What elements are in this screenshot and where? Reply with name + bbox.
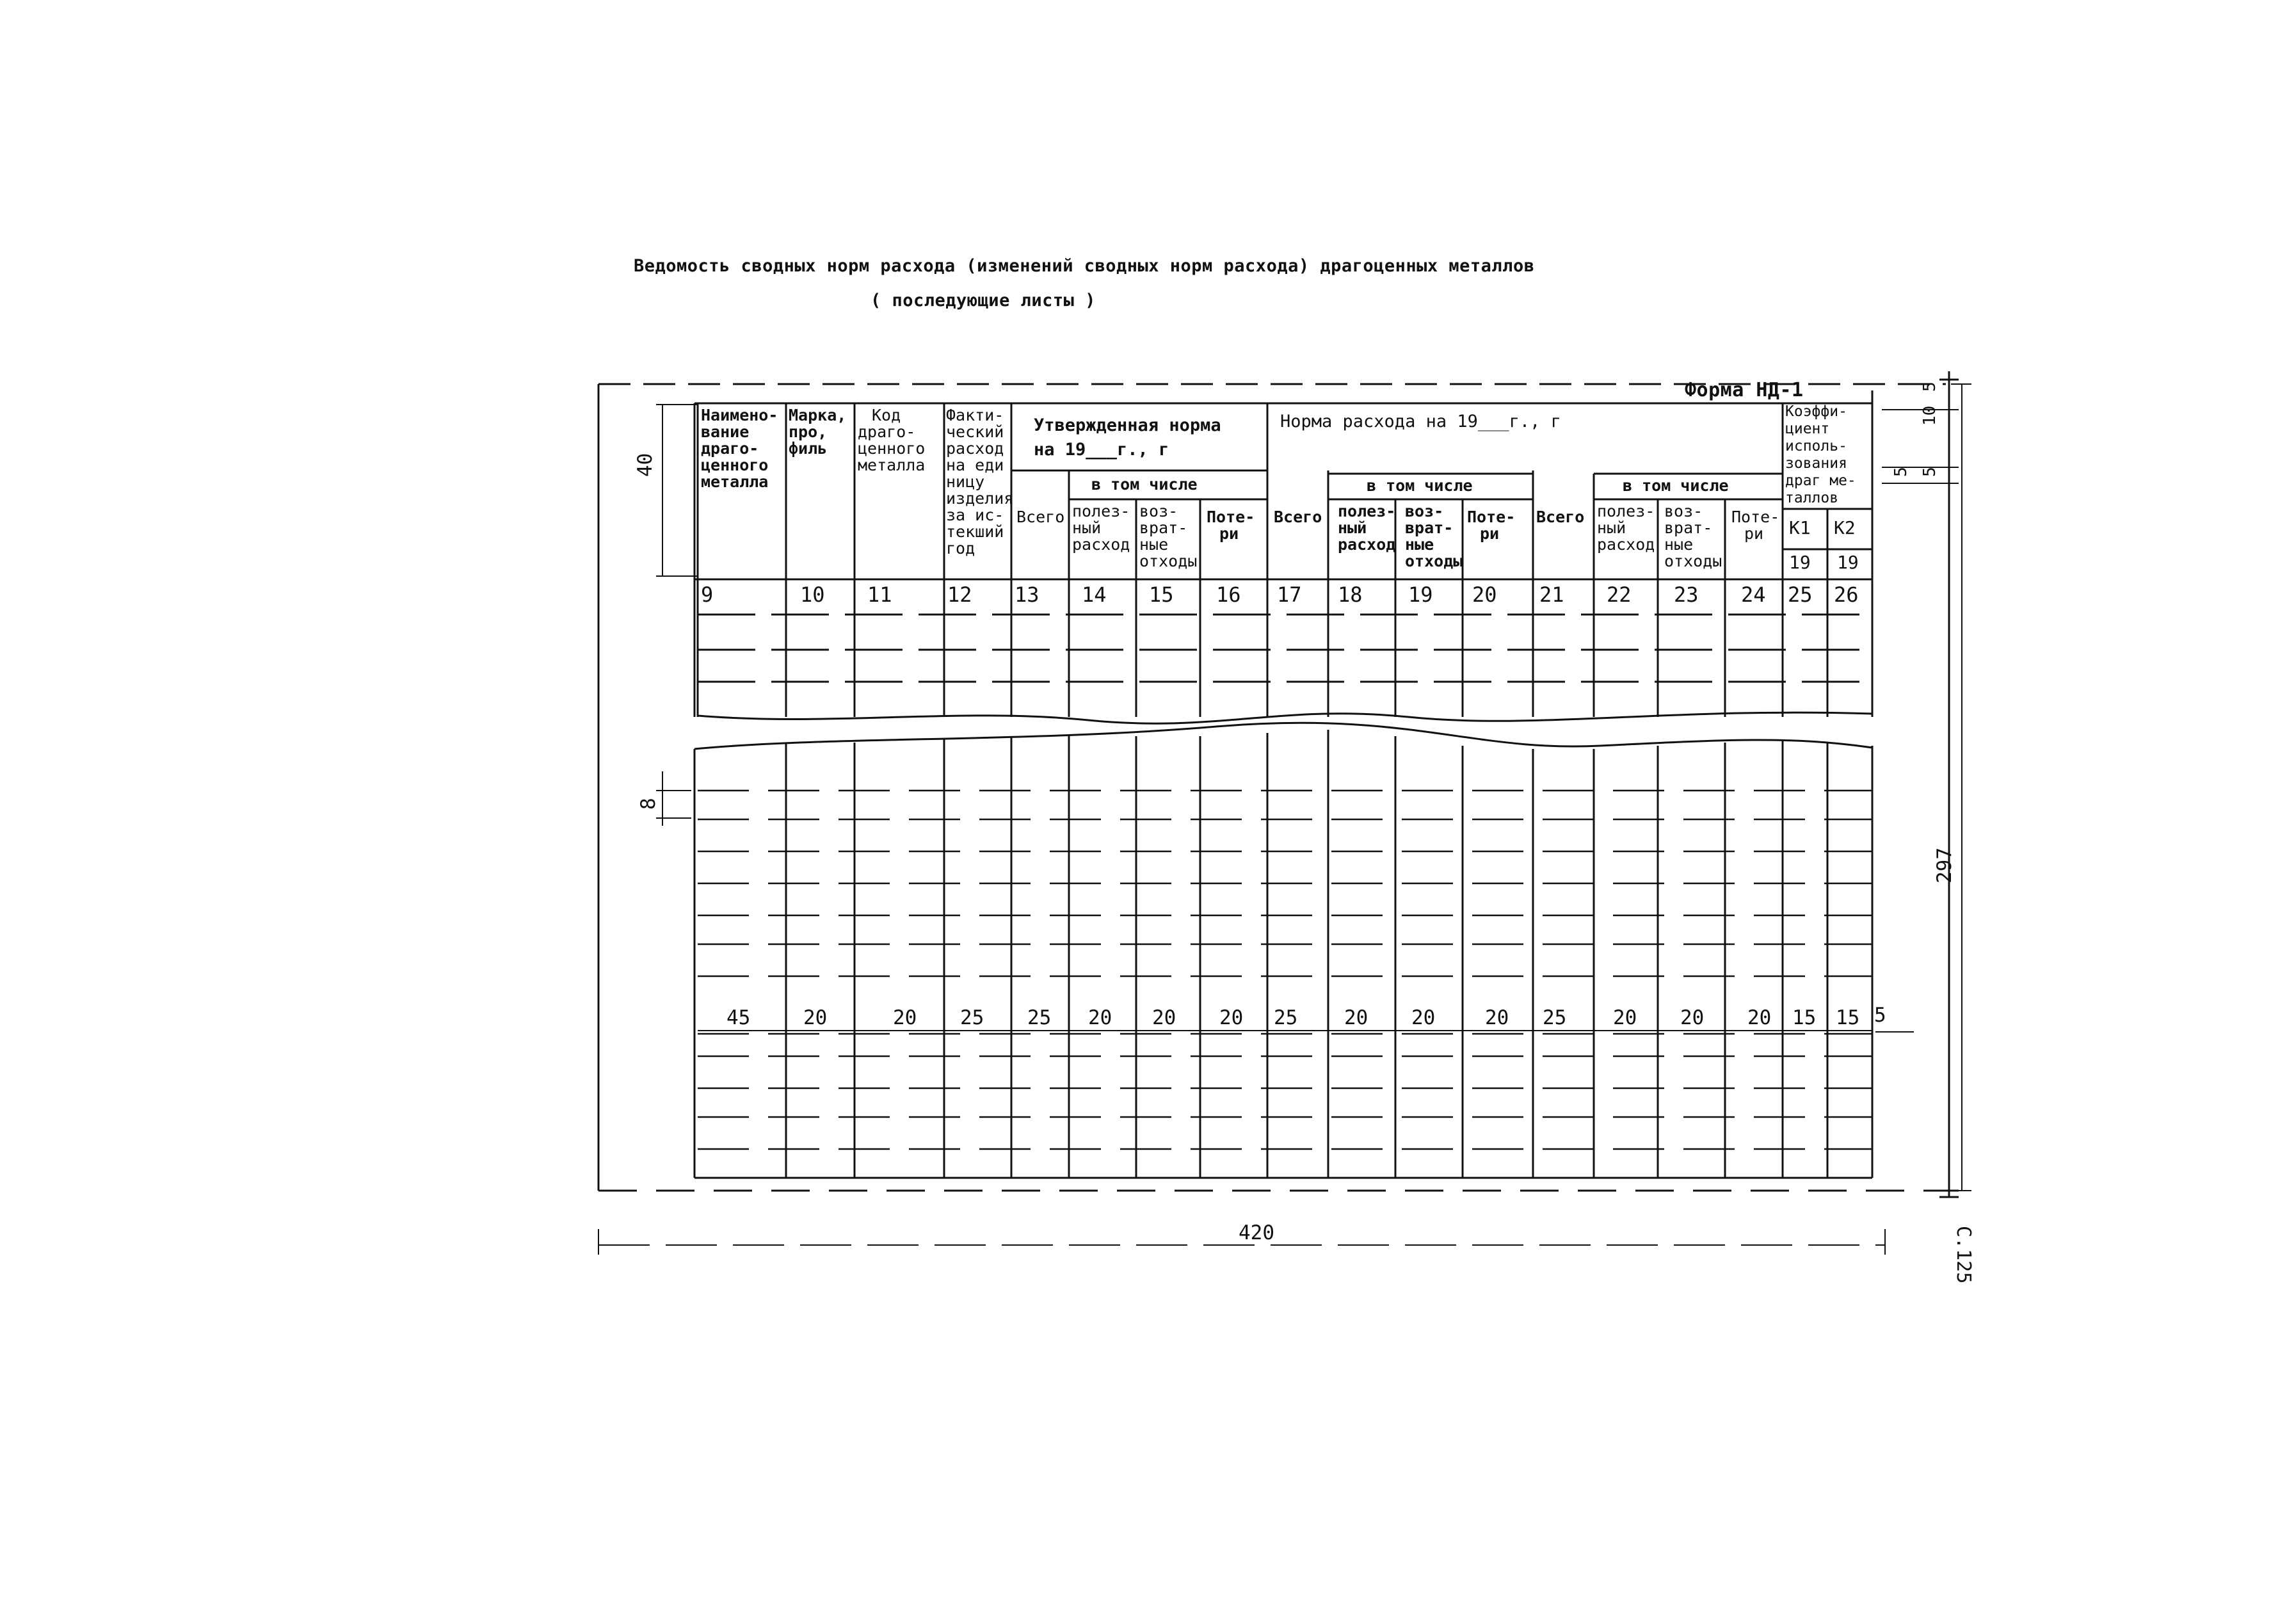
column-width: 20: [1152, 1006, 1176, 1029]
dim-row-height: 8: [637, 798, 660, 810]
dim-header-height: 40: [634, 453, 657, 477]
column-number: 9: [701, 583, 714, 607]
column-number: 26: [1834, 583, 1859, 607]
column-width: 20: [1411, 1006, 1436, 1029]
dim-sheet-width: 420: [1239, 1221, 1274, 1244]
header-useful-14: полез- ный расход: [1072, 502, 1130, 554]
document-title: Ведомость сводных норм расхода (изменений сводных норм расхода) драгоценных металлов: [634, 256, 1535, 276]
header-losses-20: Поте- ри: [1467, 508, 1516, 543]
header-grade-profile: Марка, про, филь: [789, 406, 847, 458]
dim-top-margin-5b: 5: [1891, 467, 1911, 477]
header-k2-year: 19: [1837, 552, 1859, 573]
header-useful-18: полез- ный расход: [1338, 502, 1396, 554]
header-coefficient: Коэффи- циент исполь- зования драг ме- таллов: [1785, 403, 1856, 506]
header-total-13: Всего: [1016, 508, 1065, 526]
column-number: 23: [1674, 583, 1699, 607]
header-returnable-19: воз- врат- ные отходы: [1405, 502, 1463, 570]
document-subtitle: ( последующие листы ): [871, 291, 1096, 310]
column-number: 18: [1338, 583, 1363, 607]
column-width: 20: [893, 1006, 917, 1029]
header-losses-16: Поте- ри: [1207, 508, 1255, 543]
dim-sheet-height: 297: [1933, 848, 1956, 883]
column-number: 16: [1216, 583, 1241, 607]
column-width: 25: [1274, 1006, 1298, 1029]
header-including-2: в том числе: [1367, 476, 1473, 495]
column-width: 20: [1485, 1006, 1509, 1029]
form-label: Форма НД-1: [1685, 379, 1804, 401]
header-k2: К2: [1834, 517, 1856, 538]
column-width: 15: [1792, 1006, 1817, 1029]
column-width: 20: [1344, 1006, 1368, 1029]
column-width: 45: [726, 1006, 751, 1029]
column-number: 20: [1472, 583, 1497, 607]
column-width: 20: [1088, 1006, 1112, 1029]
column-number: 13: [1015, 583, 1039, 607]
column-number: 15: [1149, 583, 1174, 607]
column-width: 15: [1836, 1006, 1860, 1029]
header-consumption-norm: Норма расхода на 19___г., г: [1280, 412, 1561, 431]
header-losses-24: Поте- ри: [1731, 508, 1780, 543]
column-width: 20: [803, 1006, 828, 1029]
header-metal-name: Наимено- вание драго- ценного металла: [701, 406, 778, 491]
header-including-1: в том числе: [1091, 475, 1198, 494]
column-width: 20: [1680, 1006, 1705, 1029]
dim-top-margin-10: 10: [1920, 405, 1939, 426]
header-total-21: Всего: [1536, 508, 1585, 526]
column-number: 17: [1277, 583, 1302, 607]
header-actual-consumption: Факти- ческий расход на еди ницу изделия за ис- текший год: [946, 406, 1014, 558]
header-total-17: Всего: [1274, 508, 1322, 526]
header-approved-norm: Утвержденная норма на 19___г., г: [1034, 415, 1221, 460]
column-number: 19: [1408, 583, 1433, 607]
column-width: 20: [1747, 1006, 1772, 1029]
column-number: 21: [1539, 583, 1564, 607]
header-metal-code: Код драго- ценного металла: [858, 406, 926, 474]
dim-top-margin-5a: 5: [1920, 382, 1939, 392]
column-number: 24: [1741, 583, 1766, 607]
column-number: 14: [1082, 583, 1107, 607]
column-number: 25: [1788, 583, 1813, 607]
column-number: 10: [800, 583, 825, 607]
column-width: 5: [1874, 1004, 1886, 1027]
header-including-3: в том числе: [1623, 476, 1729, 495]
column-width: 20: [1219, 1006, 1244, 1029]
header-k1-year: 19: [1789, 552, 1811, 573]
column-width: 20: [1613, 1006, 1637, 1029]
header-returnable-15: воз- врат- ные отходы: [1139, 502, 1198, 570]
dim-top-margin-5c: 5: [1920, 467, 1939, 477]
page-number: С.125: [1952, 1226, 1975, 1284]
column-number: 22: [1607, 583, 1632, 607]
column-width: 25: [1543, 1006, 1567, 1029]
column-width: 25: [960, 1006, 984, 1029]
column-number: 12: [947, 583, 972, 607]
header-returnable-23: воз- врат- ные отходы: [1664, 502, 1722, 570]
column-width: 25: [1027, 1006, 1052, 1029]
header-k1: К1: [1789, 517, 1811, 538]
header-useful-22: полез- ный расход: [1597, 502, 1655, 554]
column-number: 11: [867, 583, 892, 607]
